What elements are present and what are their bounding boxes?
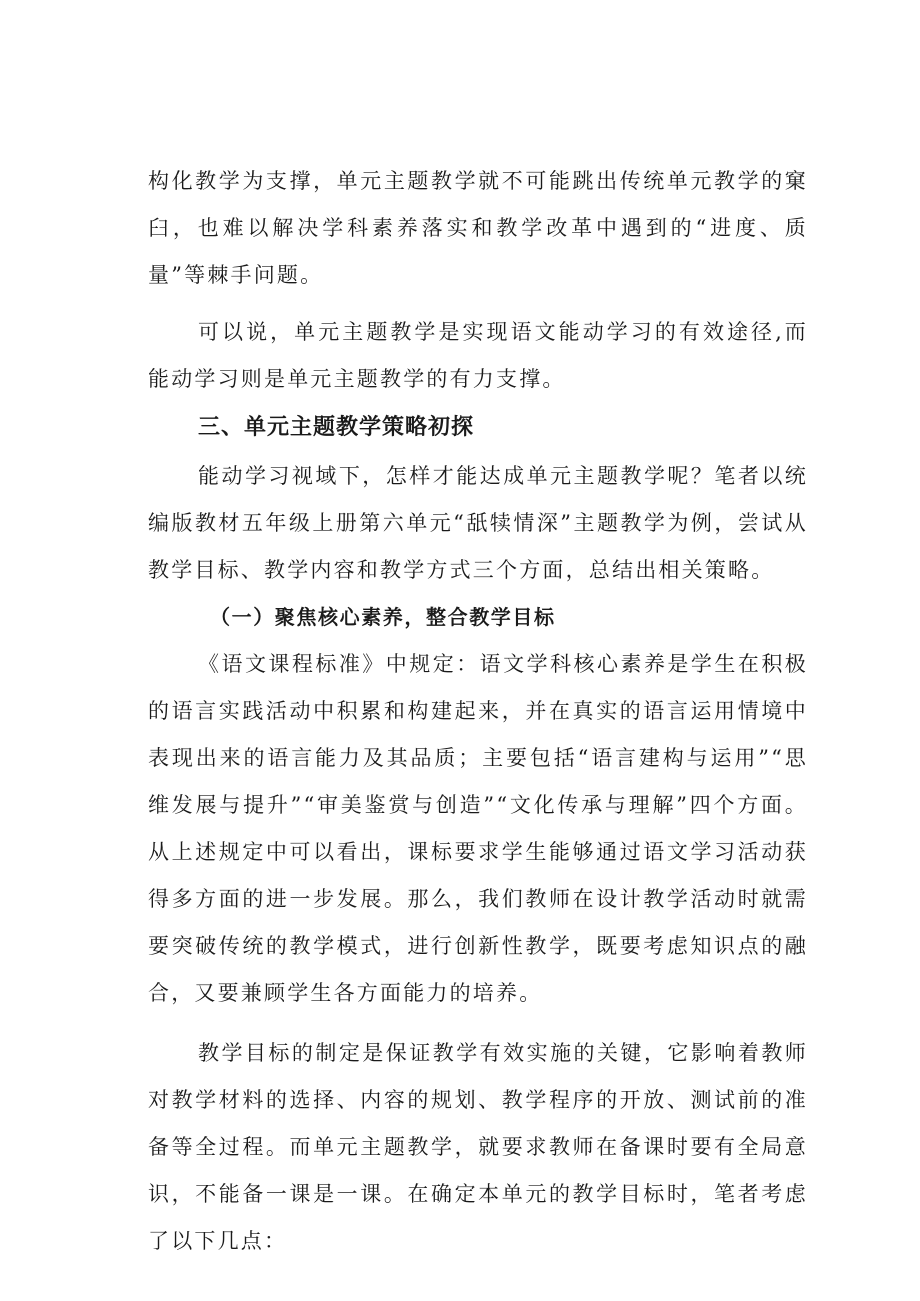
paragraph-continuation: 构化教学为支撑，单元主题教学就不可能跳出传统单元教学的窠臼，也难以解决学科素养落实和教学改革中遇到的“进度、质量”等棘手问题。 <box>148 169 808 287</box>
paragraph-intro: 能动学习视域下，怎样才能达成单元主题教学呢？笔者以统编版教材五年级上册第六单元“舐犊情深”主题教学为例，尝试从教学目标、教学内容和教学方式三个方面，总结出相关策略。 <box>148 464 808 582</box>
section-heading: 三、单元主题教学策略初探 <box>198 415 475 440</box>
paragraph-teaching-objectives: 教学目标的制定是保证教学有效实施的关键，它影响着教师对教学材料的选择、内容的规划、教学程序的开放、测试前的准备等全过程。而单元主题教学，就要求教师在备课时要有全局意识，不能备一课是一课。在确定本单元的教学目标时，笔者考虑了以下几点： <box>148 1041 808 1253</box>
paragraph-curriculum-standard: 《语文课程标准》中规定：语文学科核心素养是学生在积极的语言实践活动中积累和构建起来，并在真实的语言运用情境中表现出来的语言能力及其品质；主要包括“语言建构与运用”“思维发展与提升”“审美鉴赏与创造”“文化传承与理解”四个方面。从上述规定中可以看出，课标要求学生能够通过语文学习活动获得多方面的进一步发展。那么，我们教师在设计教学活动时就需要突破传统的教学模式，进行创新性教学，既要考虑知识点的融合，又要兼顾学生各方面能力的培养。 <box>148 652 808 1005</box>
document-page <box>148 158 808 1265</box>
paragraph-summary: 可以说，单元主题教学是实现语文能动学习的有效途径,而能动学习则是单元主题教学的有力支撑。 <box>148 320 808 391</box>
subsection-heading: （一）聚焦核心素养，整合教学目标 <box>210 605 556 629</box>
